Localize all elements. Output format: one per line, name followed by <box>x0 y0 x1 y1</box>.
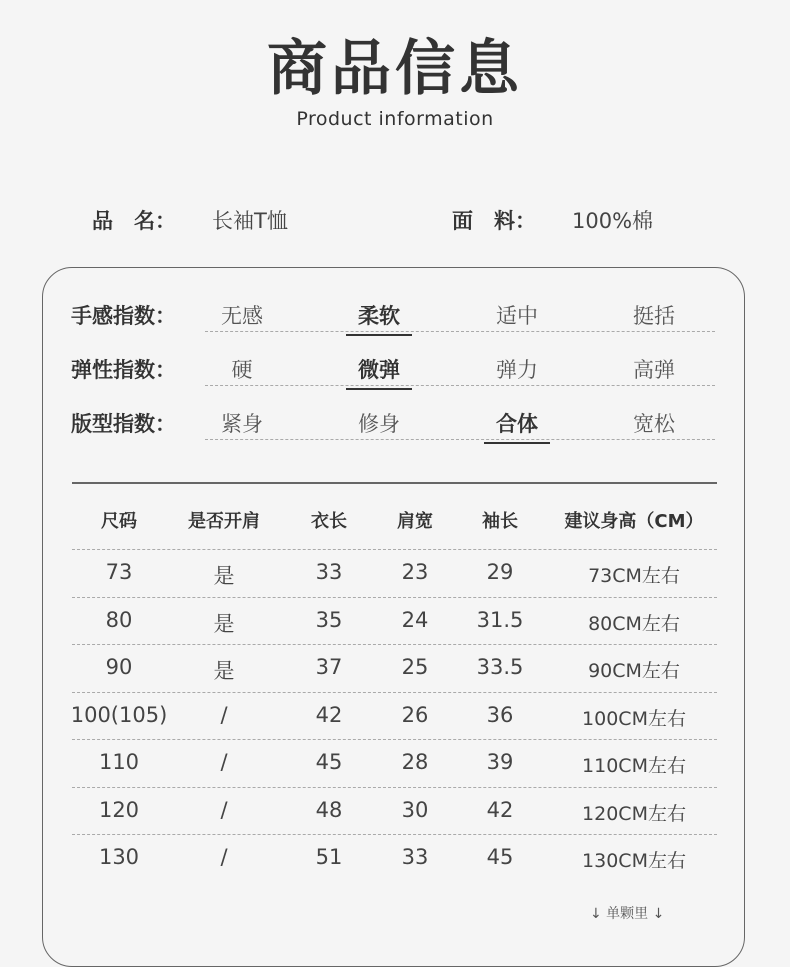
table-header-cell: 袖长 <box>482 511 518 532</box>
table-header-cell: 衣长 <box>311 511 347 532</box>
table-cell: 28 <box>401 750 429 774</box>
table-row-divider <box>72 787 717 788</box>
table-cell: 90CM左右 <box>588 660 680 682</box>
table-row-divider <box>72 549 717 550</box>
table-row-divider <box>72 644 717 645</box>
table-cell: 73 <box>105 560 133 584</box>
table-cell: 120CM左右 <box>582 802 686 825</box>
table-cell: 35 <box>315 607 343 632</box>
product-name-label: 品 名： <box>92 209 176 233</box>
index-label: 版型指数： <box>71 412 176 436</box>
index-option-selected: 合体 <box>462 408 572 438</box>
table-cell: 33 <box>315 560 343 584</box>
table-cell: / <box>220 750 228 774</box>
table-cell: 是 <box>213 611 235 636</box>
table-cell: 110 <box>98 750 140 774</box>
table-cell: 45 <box>315 750 343 774</box>
index-option: 弹力 <box>496 358 538 382</box>
table-cell: 37 <box>315 655 343 679</box>
table-cell: 130CM左右 <box>582 850 686 872</box>
table-cell: 130 <box>98 845 140 869</box>
table-row-divider <box>72 597 717 598</box>
table-top-rule <box>72 482 717 484</box>
index-option-selected: 柔软 <box>324 300 434 330</box>
index-option: 宽松 <box>633 412 675 436</box>
table-cell: 110CM左右 <box>582 755 686 777</box>
index-option: 修身 <box>358 412 400 436</box>
index-label: 手感指数： <box>71 304 176 328</box>
index-option: 无感 <box>221 304 263 328</box>
table-cell: 33 <box>401 845 429 869</box>
table-cell: / <box>220 845 228 869</box>
table-row-divider <box>72 739 717 740</box>
table-cell: 42 <box>486 797 514 822</box>
table-cell: 25 <box>401 655 429 679</box>
table-row-divider <box>72 692 717 693</box>
table-cell: 120 <box>98 797 140 822</box>
table-cell: 23 <box>401 560 429 584</box>
page-title: 商品信息 <box>267 34 523 104</box>
table-row-divider <box>72 834 717 835</box>
table-cell: 90 <box>105 655 133 679</box>
table-cell: 30 <box>401 797 429 822</box>
table-cell: 31.5 <box>476 607 524 632</box>
index-option-selected: 微弹 <box>324 354 434 384</box>
table-header-cell: 是否开肩 <box>188 511 260 532</box>
index-label: 弹性指数： <box>71 358 176 382</box>
index-option: 高弹 <box>633 358 675 382</box>
table-cell: 80CM左右 <box>588 612 680 635</box>
table-cell: / <box>220 797 228 822</box>
table-cell: 是 <box>213 564 235 588</box>
table-cell: 100CM左右 <box>582 707 686 730</box>
index-option: 硬 <box>231 358 253 382</box>
table-header-cell: 肩宽 <box>397 511 433 532</box>
table-cell: 80 <box>105 607 133 632</box>
page-subtitle: Product information <box>296 108 494 130</box>
table-cell: 42 <box>315 702 343 727</box>
index-option: 紧身 <box>221 412 263 436</box>
product-name-value: 长袖T恤 <box>212 209 288 233</box>
table-cell: / <box>220 702 228 727</box>
material-value: 100%棉 <box>572 209 654 233</box>
footer-peek: ↓ 单颗里 ↓ <box>590 906 665 922</box>
table-header-cell: 建议身高（CM） <box>564 511 704 532</box>
index-divider <box>205 331 715 332</box>
table-header-cell: 尺码 <box>101 511 137 532</box>
table-cell: 26 <box>401 702 429 727</box>
table-cell: 36 <box>486 702 514 727</box>
table-cell: 24 <box>401 607 429 632</box>
table-cell: 39 <box>486 750 514 774</box>
table-cell: 是 <box>213 659 235 683</box>
material-label: 面 料： <box>452 209 536 233</box>
table-cell: 29 <box>486 560 514 584</box>
table-cell: 48 <box>315 797 343 822</box>
table-cell: 51 <box>315 845 343 869</box>
index-option: 挺括 <box>633 304 675 328</box>
index-divider <box>205 385 715 386</box>
table-cell: 100(105) <box>70 702 168 727</box>
index-option: 适中 <box>496 304 538 328</box>
table-cell: 33.5 <box>476 655 524 679</box>
table-cell: 45 <box>486 845 514 869</box>
table-cell: 73CM左右 <box>588 565 680 587</box>
index-divider <box>205 439 715 440</box>
